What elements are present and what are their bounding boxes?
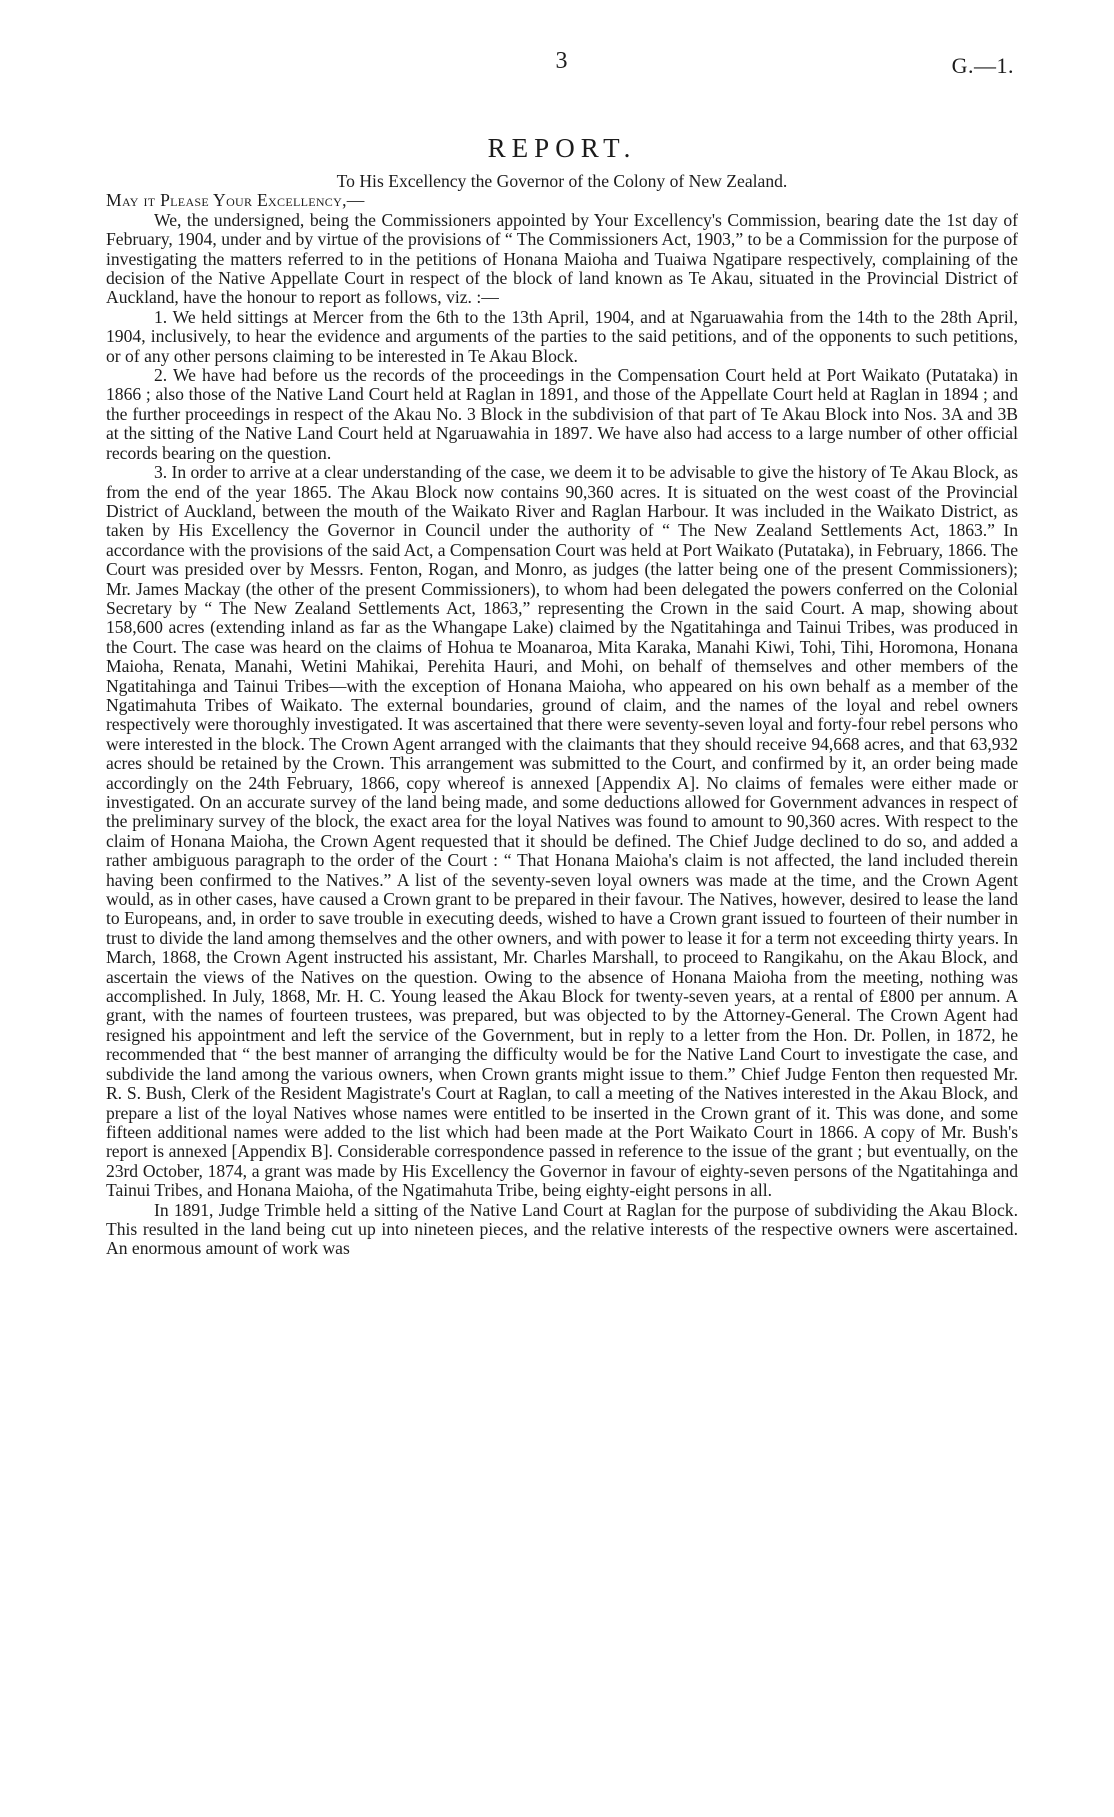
page-number: 3 [555, 48, 569, 74]
document-reference: G.—1. [951, 53, 1014, 78]
report-title: REPORT. [487, 133, 637, 163]
page-header [106, 0, 1018, 100]
paragraph-4: In 1891, Judge Trimble held a sitting of the Native Land Court at Raglan for the purpose of subdividing the Akau Block. This resulted in the land being cut up into nineteen pieces, and the relative interests of the respective owners were ascertained. An enormous amount of work was [106, 1199, 1018, 1259]
paragraph-1: 1. We held sittings at Mercer from the 6th to the 13th April, 1904, and at Ngaruawahia from the 14th to the 28th April, 1904, inclusively, to hear the evidence and arguments of the parties to the said petitions, and of the opponents to such petitions, or of any other persons claiming to be interested in Te Akau Block. [106, 306, 1018, 366]
paragraph-2: 2. We have had before us the records of the proceedings in the Compensation Court held at Port Waikato (Putataka) in 1866 ; also those of the Native Land Court held at Raglan in 1891, and those of the Appellate Court held at Raglan in 1894 ; and the further proceedings in respect of the Akau No. 3 Block in the subdivision of that part of Te Akau Block into Nos. 3A and 3B at the sitting of the Native Land Court held at Ngaruawahia in 1897. We have also had access to a large number of other official records bearing on the question. [106, 365, 1018, 463]
addressee-line: To His Excellency the Governor of the Colony of New Zealand. [336, 171, 788, 191]
paragraph-intro: We, the undersigned, being the Commissioners appointed by Your Excellency's Commission, bearing date the 1st day of February, 1904, under and by virtue of the provisions of “ The Commissioners Act, 1903,” to be a Commission for the purpose of investigating the matters referred to in the petitions of Honana Maioha and Tuaiwa Ngatipare respectively, complaining of the decision of the Native Appellate Court in respect of the block of land known as Te Akau, situated in the Provincial District of Auckland, have the honour to report as follows, viz. :— [106, 209, 1018, 308]
paragraph-3: 3. In order to arrive at a clear understanding of the case, we deem it to be advisable to give the history of Te Akau Block, as from the end of the year 1865. The Akau Block now contains 90,360 acres. It is situated on the west coast of the Provincial District of Auckland, between the mouth of the Waikato River and Raglan Harbour. It was included in the Waikato District, as taken by His Excellency the Governor in Council under the authority of “ The New Zealand Settlements Act, 1863.” In accordance with the provisions of the said Act, a Compensation Court was held at Port Waikato (Putataka), in February, 1866. The Court was presided over by Messrs. Fenton, Rogan, and Monro, as judges (the latter being one of the present Commissioners); Mr. James Mackay (the other of the present Commissioners), to whom had been delegated the powers conferred on the Colonial Secretary by “ The New Zealand Settlements Act, 1863,” representing the Crown in the said Court. A map, showing about 158,600 acres (extending inland as far as the Whangape Lake) claimed by the Ngatitahinga and Tainui Tribes, was produced in the Court. The case was heard on the claims of Hohua te Moanaroa, Mita Karaka, Manahi Kiwi, Tohi, Tihi, Horomona, Honana Maioha, Renata, Manahi, Wetini Mahikai, Perehita Hauri, and Mohi, on behalf of themselves and other members of the Ngatitahinga and Tainui Tribes—with the exception of Honana Maioha, who appeared on his own behalf as a member of the Ngatimahuta Tribes of Waikato. The external boundaries, ground of claim, and the names of the loyal and rebel owners respectively were thoroughly investigated. It was ascertained that there were seventy-seven loyal and forty-four rebel persons who were interested in the block. The Crown Agent arranged with the claimants that they should receive 94,668 acres, and that 63,932 acres should be retained by the Crown. This arrangement was submitted to the Court, and confirmed by it, an order being made accordingly on the 24th February, 1866, copy whereof is annexed [Appendix A]. No claims of females were either made or investigated. On an accurate survey of the land being made, and some deductions allowed for Government advances in respect of the preliminary survey of the block, the exact area for the loyal Natives was found to amount to 90,360 acres. With respect to the claim of Honana Maioha, the Crown Agent requested that it should be defined. The Chief Judge declined to do so, and added a rather ambiguous paragraph to the order of the Court : “ That Honana Maioha's claim is not affected, the land included therein having been confirmed to the Natives.” A list of the seventy-seven loyal owners was made at the time, and the Crown Agent would, as in other cases, have caused a Crown grant to be prepared in their favour. The Natives, however, desired to lease the land to Europeans, and, in order to save trouble in executing deeds, wished to have a Crown grant issued to fourteen of their number in trust to divide the land among themselves and the other owners, and with power to lease it for a term not exceeding thirty years. In March, 1868, the Crown Agent instructed his assistant, Mr. Charles Marshall, to proceed to Rangikahu, on the Akau Block, and ascertain the views of the Natives on the question. Owing to the absence of Honana Maioha from the meeting, nothing was accomplished. In July, 1868, Mr. H. C. Young leased the Akau Block for twenty-seven years, at a rental of £800 per annum. A grant, with the names of fourteen trustees, was prepared, but was objected to by the Attorney-General. The Crown Agent had resigned his appointment and left the service of the Government, but in reply to a letter from the Hon. Dr. Pollen, in 1872, he recommended that “ the best manner of arranging the difficulty would be for the Native Land Court to investigate the case, and subdivide the land among the various owners, when Crown grants might issue to them.” Chief Judge Fenton then requested Mr. R. S. Bush, Clerk of the Resident Magistrate's Court at Raglan, to call a meeting of the Natives interested in the Akau Block, and prepare a list of the loyal Natives whose names were entitled to be inserted in the Crown grant of it. This was done, and some fifteen additional names were added to the list which had been made at the Port Waikato Court in 1866. A copy of Mr. Bush's report is annexed [Appendix B]. Considerable correspondence passed in reference to the issue of the grant ; but eventually, on the 23rd October, 1874, a grant was made by His Excellency the Governor in favour of eighty-seven persons of the Ngatitahinga and Tainui Tribes, and Honana Maioha, of the Ngatimahuta Tribe, being eighty-eight persons in all. [106, 462, 1018, 1201]
salutation: May it Please Your Excellency,— [106, 190, 365, 211]
